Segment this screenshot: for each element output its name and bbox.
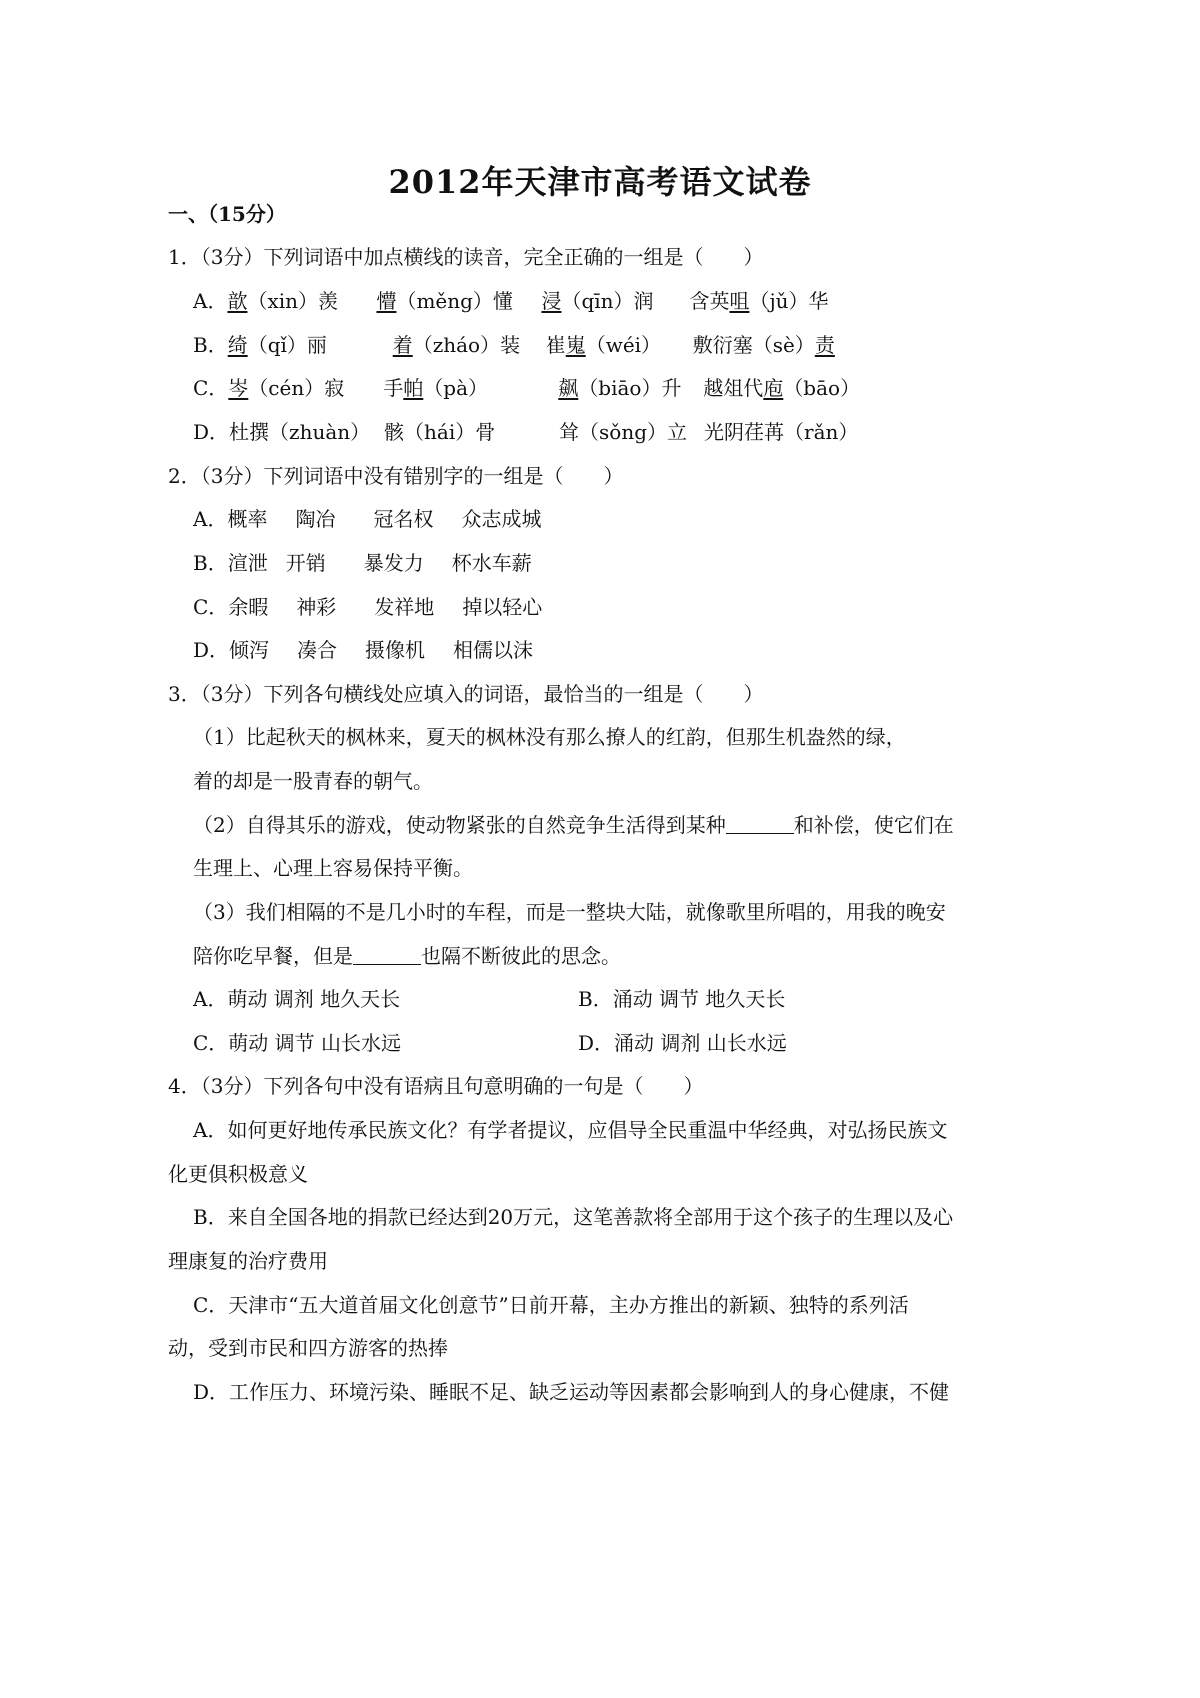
q1-option-c (193, 374, 860, 402)
word-rest: （qīn）润 (561, 289, 654, 313)
word-cell: 渲泄 (227, 551, 268, 575)
word-rest: （qǐ）丽 (247, 333, 327, 357)
word-rest: （biāo）升 (578, 376, 682, 400)
dotted-char: 懵 (376, 289, 397, 313)
word-cell: 摄像机 (365, 638, 426, 662)
word-rest: （wéi） (585, 333, 662, 357)
page-title: 2012年天津市高考语文试卷 (388, 163, 812, 201)
q2-stem: 2．（3分）下列词语中没有错别字的一组是（ ） (168, 464, 624, 488)
word-rest: （jǔ）华 (749, 289, 829, 313)
word-cell: 概率 (227, 507, 268, 531)
word-part: 手 (383, 376, 404, 400)
sentence-text: 和补偿，使它们在 (793, 813, 954, 837)
q4-option-a: A．如何更好地传承民族文化？有学者提议，应倡导全民重温中华经典，对弘扬民族文 (193, 1118, 948, 1142)
q4-option-c: C．天津市“五大道首届文化创意节”日前开幕，主办方推出的新颖、独特的系列活 (193, 1293, 909, 1317)
q4-option-c-cont: 动，受到市民和四方游客的热捧 (168, 1336, 448, 1360)
word-cell (227, 287, 352, 315)
word-rest: （xin）羡 (247, 289, 339, 313)
word-cell (393, 331, 546, 359)
dotted-char: 飙 (558, 376, 579, 400)
word-cell: 骸（hái）骨 (384, 420, 496, 444)
option-label: C． (193, 595, 229, 619)
word-cell (228, 331, 393, 359)
dotted-char: 咀 (729, 289, 750, 313)
option-label: A． (193, 289, 228, 313)
word-cell: 杜撰（zhuàn） (229, 420, 371, 444)
dotted-char: 歆 (227, 289, 248, 313)
q3-sentence-1: （1）比起秋天的枫林来，夏天的枫林没有那么撩人的红韵，但那生机盎然的绿， (193, 725, 906, 749)
dotted-char: 绮 (227, 333, 248, 357)
q2-option-d (193, 636, 533, 664)
q3-sentence-2-cont: 生理上、心理上容易保持平衡。 (193, 856, 473, 880)
word-part: 敷衍塞（sè） (692, 333, 815, 357)
word-cell: 开销 (285, 551, 326, 575)
sentence-text: 陪你吃早餐，但是 (193, 944, 353, 968)
word-cell: 光阴荏苒（rǎn） (704, 420, 859, 444)
dotted-char: 嵬 (565, 333, 586, 357)
q4-option-a-cont: 化更俱积极意义 (168, 1162, 308, 1186)
q3-option-b: B．涌动 调节 地久天长 (578, 987, 786, 1011)
word-cell (703, 374, 860, 402)
q1-stem: 1．（3分）下列词语中加点横线的读音，完全正确的一组是（ ） (168, 245, 764, 269)
q2-option-b (193, 549, 532, 577)
word-cell: 掉以轻心 (462, 595, 543, 619)
word-cell (546, 331, 693, 359)
dotted-char: 岑 (228, 376, 249, 400)
word-rest: （pà） (423, 376, 489, 400)
q3-stem: 3．（3分）下列各句横线处应填入的词语，最恰当的一组是（ ） (168, 682, 764, 706)
word-cell: 发祥地 (374, 595, 435, 619)
option-label: B． (193, 333, 228, 357)
word-rest: （měng）懂 (396, 289, 513, 313)
word-cell (228, 374, 383, 402)
word-cell (558, 374, 703, 402)
word-cell (383, 374, 558, 402)
dotted-char: 责 (814, 333, 835, 357)
q4-option-d: D．工作压力、环境污染、睡眠不足、缺乏运动等因素都会影响到人的身心健康，不健 (193, 1380, 950, 1404)
word-cell: 暴发力 (363, 551, 424, 575)
word-cell: 相儒以沫 (453, 638, 534, 662)
q1-option-d (193, 418, 858, 446)
q2-option-c (193, 593, 542, 621)
word-cell: 倾泻 (229, 638, 270, 662)
q3-sentence-1-cont: 着的却是一股青春的朝气。 (193, 769, 433, 793)
word-part: 含英 (689, 289, 730, 313)
q4-option-b-cont: 理康复的治疗费用 (168, 1249, 328, 1273)
word-part: 越俎代 (703, 376, 764, 400)
word-cell: 凑合 (297, 638, 338, 662)
option-label: C． (193, 376, 229, 400)
option-label: D． (193, 638, 230, 662)
word-cell: 余暇 (228, 595, 269, 619)
fill-blank (353, 944, 421, 965)
option-label: B． (193, 551, 228, 575)
word-cell (689, 287, 828, 315)
q3-option-d: D．涌动 调剂 山长水远 (578, 1031, 787, 1055)
word-cell (693, 331, 835, 359)
word-rest: （bāo） (783, 376, 861, 400)
q4-option-b: B．来自全国各地的捐款已经达到20万元，这笔善款将全部用于这个孩子的生理以及心 (193, 1205, 954, 1229)
dotted-char: 帕 (403, 376, 424, 400)
q3-sentence-3: （3）我们相隔的不是几小时的车程，而是一整块大陆，就像歌里所唱的，用我的晚安 (193, 900, 946, 924)
q3-sentence-3-cont (193, 942, 621, 970)
word-rest: （cén）寂 (248, 376, 345, 400)
q2-option-a (193, 505, 541, 533)
word-part: 崔 (545, 333, 566, 357)
word-cell: 冠名权 (373, 507, 434, 531)
dotted-char: 庖 (763, 376, 784, 400)
word-cell: 陶冶 (295, 507, 336, 531)
option-label: D． (193, 420, 230, 444)
fill-blank (726, 813, 794, 834)
dotted-char: 浸 (541, 289, 562, 313)
sentence-text: 也隔不断彼此的思念。 (421, 944, 621, 968)
dotted-char: 着 (392, 333, 413, 357)
word-cell (541, 287, 689, 315)
q4-stem: 4．（3分）下列各句中没有语病且句意明确的一句是（ ） (168, 1074, 704, 1098)
q1-option-a (193, 287, 829, 315)
word-cell: 杯水车薪 (451, 551, 532, 575)
word-cell (376, 287, 541, 315)
q3-option-c: C．萌动 调节 山长水远 (193, 1031, 402, 1055)
word-cell: 神彩 (296, 595, 337, 619)
q1-option-b (193, 331, 835, 359)
word-rest: （zháo）装 (412, 333, 521, 357)
q3-sentence-2 (193, 811, 954, 839)
word-cell: 众志成城 (461, 507, 542, 531)
option-label: A． (193, 507, 228, 531)
q3-option-a: A．萌动 调剂 地久天长 (193, 987, 401, 1011)
word-cell: 耸（sǒng）立 (559, 420, 688, 444)
section-heading: 一、（15分） (168, 202, 286, 226)
sentence-text: （2）自得其乐的游戏，使动物紧张的自然竞争生活得到某种 (193, 813, 726, 837)
